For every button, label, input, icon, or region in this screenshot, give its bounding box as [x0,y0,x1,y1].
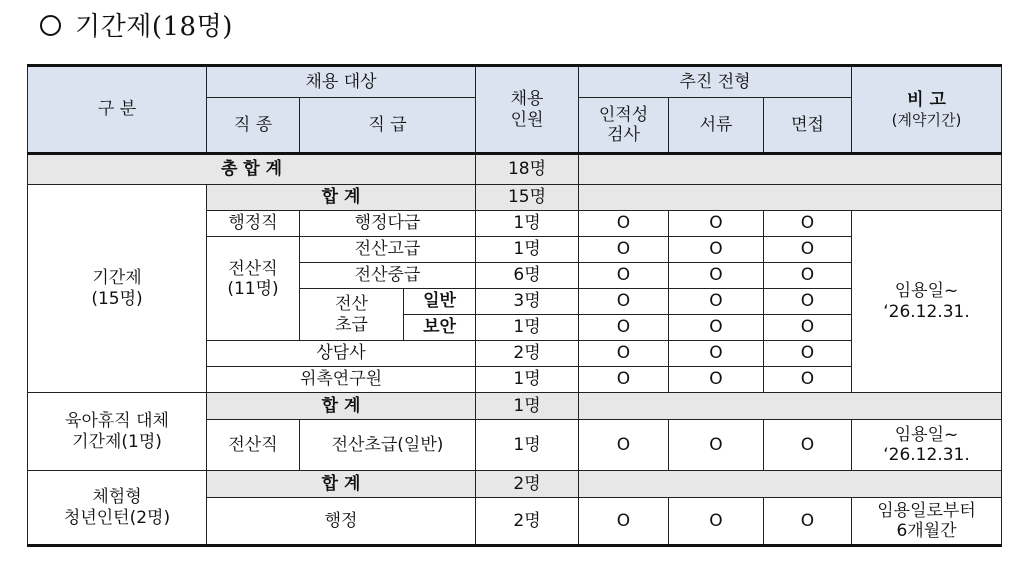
researcher-documents-mark: O [669,367,764,393]
intern-subtotal-label: 합 계 [207,471,476,498]
page-title [40,6,233,43]
circle-bullet-icon [40,15,61,36]
researcher-aptitude-mark: O [579,367,669,393]
header-interview: 면접 [764,98,852,154]
intern-subtotal-count: 2명 [476,471,579,498]
header-aptitude: 인적성 검사 [579,98,669,154]
intern-grade: 행정 [207,498,476,546]
it-entry-security-documents-mark: O [669,315,764,341]
it-entry-security-count: 1명 [476,315,579,341]
it-entry-general-label: 일반 [404,289,476,315]
intern-interview-mark: O [764,498,852,546]
grand-total-count: 18명 [476,154,579,185]
remarks-sublabel: (계약기간) [891,110,962,129]
it-mid-count: 6명 [476,263,579,289]
header-headcount: 채용 인원 [476,66,579,154]
fixed-term-subtotal-count: 15명 [476,185,579,211]
it-entry-general-aptitude-mark: O [579,289,669,315]
it-high-interview-mark: O [764,237,852,263]
parental-job: 전산직 [207,420,300,471]
admin-interview-mark: O [764,211,852,237]
it-mid-interview-mark: O [764,263,852,289]
it-entry-grade: 전산 초급 [300,289,404,341]
it-mid-grade: 전산중급 [300,263,476,289]
it-mid-documents-mark: O [669,263,764,289]
grand-total-blank [579,154,1002,185]
parental-remark: 임용일~ ‘26.12.31. [852,420,1002,471]
it-high-documents-mark: O [669,237,764,263]
it-job: 전산직 (11명) [207,237,300,341]
it-high-count: 1명 [476,237,579,263]
header-job-type: 직 종 [207,98,300,154]
researcher-grade: 위촉연구원 [207,367,476,393]
parental-count: 1명 [476,420,579,471]
it-entry-general-count: 3명 [476,289,579,315]
header-process-group: 추진 전형 [579,66,852,98]
recruitment-table [27,64,1002,547]
fixed-term-subtotal-blank [579,185,1002,211]
header-target-group: 채용 대상 [207,66,476,98]
counselor-aptitude-mark: O [579,341,669,367]
header-remarks [852,66,1002,154]
researcher-count: 1명 [476,367,579,393]
fixed-term-subtotal-label: 합 계 [207,185,476,211]
intern-category: 체험형 청년인턴(2명) [28,471,207,546]
parental-grade: 전산초급(일반) [300,420,476,471]
admin-documents-mark: O [669,211,764,237]
it-entry-security-label: 보안 [404,315,476,341]
counselor-interview-mark: O [764,341,852,367]
counselor-grade: 상담사 [207,341,476,367]
intern-aptitude-mark: O [579,498,669,546]
remarks-label: 비 고 [907,90,946,111]
parental-aptitude-mark: O [579,420,669,471]
admin-job: 행정직 [207,211,300,237]
it-high-grade: 전산고급 [300,237,476,263]
it-entry-security-aptitude-mark: O [579,315,669,341]
fixed-term-remark: 임용일~ ‘26.12.31. [852,211,1002,393]
parental-subtotal-label: 합 계 [207,393,476,420]
header-grade: 직 급 [300,98,476,154]
admin-grade: 행정다급 [300,211,476,237]
title-text: 기간제(18명) [75,12,233,42]
it-entry-general-interview-mark: O [764,289,852,315]
parental-subtotal-blank [579,393,1002,420]
it-entry-security-interview-mark: O [764,315,852,341]
parental-interview-mark: O [764,420,852,471]
header-category: 구 분 [28,66,207,154]
header-documents: 서류 [669,98,764,154]
parental-category: 육아휴직 대체 기간제(1명) [28,393,207,471]
intern-subtotal-blank [579,471,1002,498]
fixed-term-category: 기간제 (15명) [28,185,207,393]
admin-aptitude-mark: O [579,211,669,237]
intern-documents-mark: O [669,498,764,546]
it-high-aptitude-mark: O [579,237,669,263]
counselor-documents-mark: O [669,341,764,367]
it-mid-aptitude-mark: O [579,263,669,289]
parental-documents-mark: O [669,420,764,471]
counselor-count: 2명 [476,341,579,367]
researcher-interview-mark: O [764,367,852,393]
admin-count: 1명 [476,211,579,237]
parental-subtotal-count: 1명 [476,393,579,420]
intern-count: 2명 [476,498,579,546]
intern-remark: 임용일로부터 6개월간 [852,498,1002,546]
it-entry-general-documents-mark: O [669,289,764,315]
grand-total-label: 총 합 계 [28,154,476,185]
